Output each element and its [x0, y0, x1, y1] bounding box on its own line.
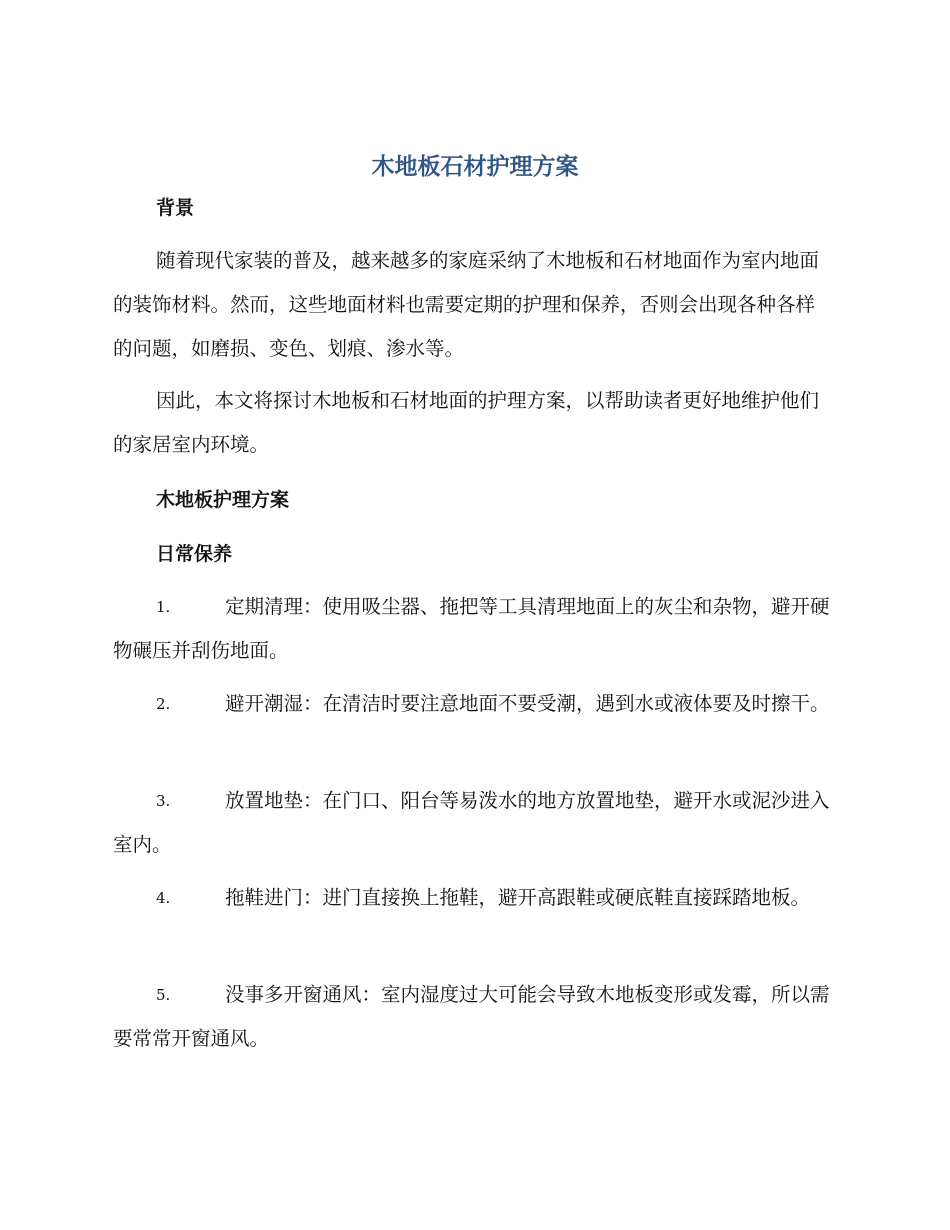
list-item-text: 放置地垫：在门口、阳台等易泼水的地方放置地垫，避开水或泥沙进入室内。: [113, 789, 830, 856]
list-item-number: 5.: [156, 986, 171, 1004]
list-item: [113, 973, 833, 1061]
list-item: [113, 779, 833, 867]
list-item: [113, 682, 833, 726]
list-item-text: 没事多开窗通风：室内湿度过大可能会导致木地板变形或发霉，所以需要常常开窗通风。: [113, 983, 830, 1050]
wood-care-heading: 木地板护理方案: [156, 489, 290, 511]
background-paragraph-1: 随着现代家装的普及，越来越多的家庭采纳了木地板和石材地面作为室内地面的装饰材料。然而，这些地面材料也需要定期的护理和保养，否则会出现各种各样的问题，如磨损、变色、划痕、渗水等。: [113, 249, 820, 360]
list-item-number: 4.: [156, 889, 171, 907]
background-paragraph-2: 因此，本文将探讨木地板和石材地面的护理方案，以帮助读者更好地维护他们的家居室内环境。: [113, 389, 820, 456]
list-item-number: 1.: [156, 598, 171, 616]
list-item-text: 避开潮湿：在清洁时要注意地面不要受潮，遇到水或液体要及时擦干。: [225, 692, 830, 715]
background-heading: 背景: [156, 197, 195, 219]
list-item: [113, 585, 833, 673]
list-item-number: 2.: [156, 695, 171, 713]
list-item-text: 拖鞋进门：进门直接换上拖鞋，避开高跟鞋或硬底鞋直接踩踏地板。: [225, 886, 811, 909]
list-item: [113, 876, 833, 920]
list-item-number: 3.: [156, 792, 171, 810]
list-item-text: 定期清理：使用吸尘器、拖把等工具清理地面上的灰尘和杂物，避开硬物碾压并刮伤地面。: [113, 595, 830, 662]
document-title: 木地板石材护理方案: [371, 154, 579, 180]
daily-maintenance-heading: 日常保养: [156, 543, 233, 565]
